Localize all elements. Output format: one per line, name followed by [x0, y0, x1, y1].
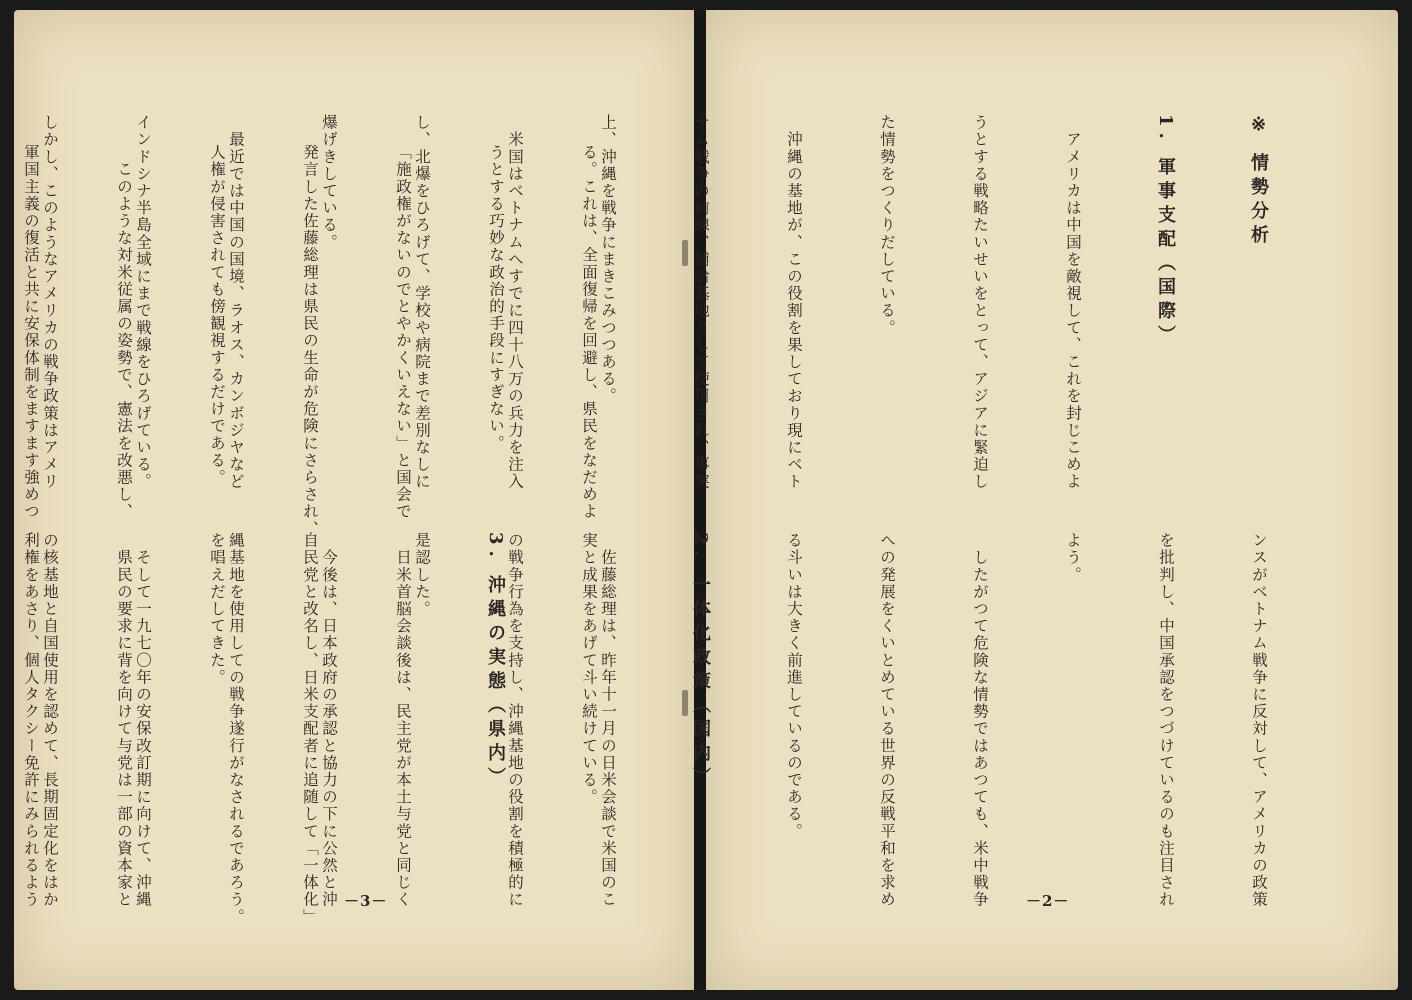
- page3-lower-text: 実と成果をあげて斗い続けている。 3. 沖縄の実態（県内） 日米首脳会談後は、民主党が本土与党と同じく 自民党と改名し、日米支配者に追随して「一体化」 を唱えだしてきた。 県民の要求に背を向けて与党は一部の資本家と 利権をあさり、個人タクシー免許にみられるよう: [22, 532, 598, 926]
- page2-lower-text: ンスがベトナム戦争に反対して、アメリカの政策 を批判し、中国承認をつづけているのも注目され よう。 したがつて危険な情勢ではあつても、米中戦争 への発展をくいとめている世界の反戦平和を求め る斗いは大きく前進しているのである。 2. 一体化政策（国内） 佐藤総理は、昨年十一月の日米会談で米国のこ の戦争行為を支持し、沖縄基地の役割を積極的に 是認した。 今後は、日本政府の承認と協力の下に公然と沖 縄基地を使用しての戦争遂行がなされるであろう。 そして一九七〇年の安保改訂期に向けて、沖縄 の核基地と自国使用を認めて、長期固定化をはか: [41, 532, 1268, 926]
- page-number: －2－: [1026, 892, 1070, 910]
- page3-upper-text: る。これは、全面復帰を回避し、県民をなだめよ うとする巧妙な政治的手段にすぎない。 「施政権がないのでとやかくいえない」と国会で 発言した佐藤総理は県民の生命が危険にさらされ、 人権が侵害されても傍観視するだけである。 このような対米従属の姿勢で、憲法を改悪し、 軍国主義の復活と共に安保体制をますます強めつ: [22, 144, 598, 538]
- page2-upper-text: ※ 情勢分析 1. 軍事支配（国際） アメリカは中国を敵視して、これを封じこめよ うとする戦略たいせいをとって、アジアに緊迫し た情勢をつくりだしている。 沖縄の基地が、この役割を果しており現にベト ナム戦争の前線、補給基地として使用され、事実 上、沖縄を戦争にまきこみつつある。 米国はベトナムへすでに四十八万の兵力を注入 し、北爆をひろげて、学校や病院まで差別なしに 爆げきしている。 最近では中国の国境、ラオス、カンボジヤなど インドシナ半島全域にまで戦線をひろげている。 しかし、このようなアメリカの戦争政策はアメリ: [41, 114, 1269, 491]
- page-number: －3－: [344, 892, 388, 910]
